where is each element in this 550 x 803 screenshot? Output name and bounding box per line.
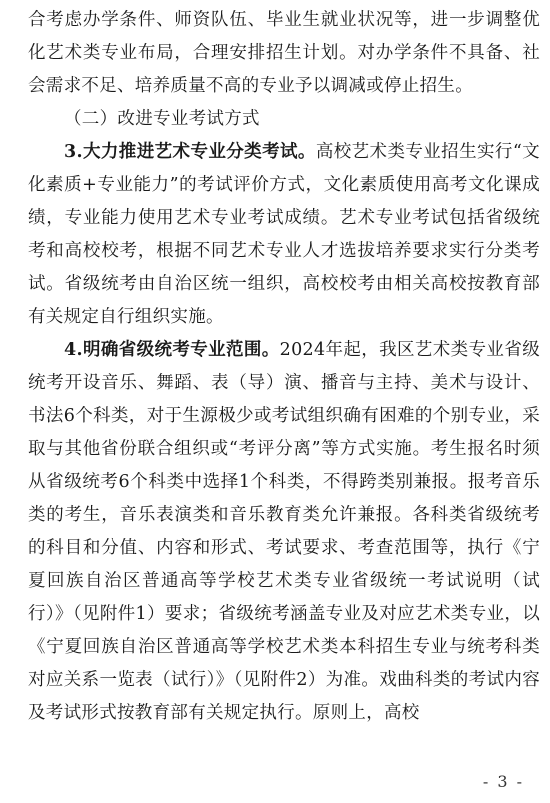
page-number: - 3 - <box>482 772 524 791</box>
item-3-body: 高校艺术类专业招生实行“文化素质+专业能力”的考试评价方式，文化素质使用高考文化课成绩，专业能力使用艺术专业考试成绩。艺术专业考试包括省级统考和高校校考，根据不同艺术专业人才选拔培养要求实行分类考试。省级统考由自治区统一组织，高校校考由相关高校按教育部有关规定自行组织实施。 <box>28 142 540 327</box>
document-body <box>28 4 540 730</box>
item-3-heading: 3.大力推进艺术专业分类考试。 <box>64 142 316 162</box>
paragraph-item-4 <box>28 334 540 730</box>
paragraph-continuation: 合考虑办学条件、师资队伍、毕业生就业状况等，进一步调整优化艺术类专业布局，合理安排招生计划。对办学条件不具备、社会需求不足、培养质量不高的专业予以调减或停止招生。 <box>28 10 540 96</box>
item-4-heading: 4.明确省级统考专业范围。 <box>64 340 280 360</box>
paragraph-item-3 <box>28 136 540 334</box>
item-4-body: 2024年起，我区艺术类专业省级统考开设音乐、舞蹈、表（导）演、播音与主持、美术与设计、书法6个科类，对于生源极少或考试组织确有困难的个别专业，采取与其他省份联合组织或“考评分离”等方式实施。考生报名时须从省级统考6个科类中选择1个科类，不得跨类别兼报。报考音乐类的考生，音乐表演类和音乐教育类允许兼报。各科类省级统考的科目和分值、内容和形式、考试要求、考查范围等，执行《宁夏回族自治区普通高等学校艺术类专业省级统一考试说明（试行）》（见附件1）要求；省级统考涵盖专业及对应艺术类专业，以《宁夏回族自治区普通高等学校艺术类本科招生专业与统考科类对应关系一览表（试行）》（见附件2）为准。戏曲科类的考试内容及考试形式按教育部有关规定执行。原则上，高校 <box>28 340 540 723</box>
section-subheading: （二）改进专业考试方式 <box>64 109 260 129</box>
